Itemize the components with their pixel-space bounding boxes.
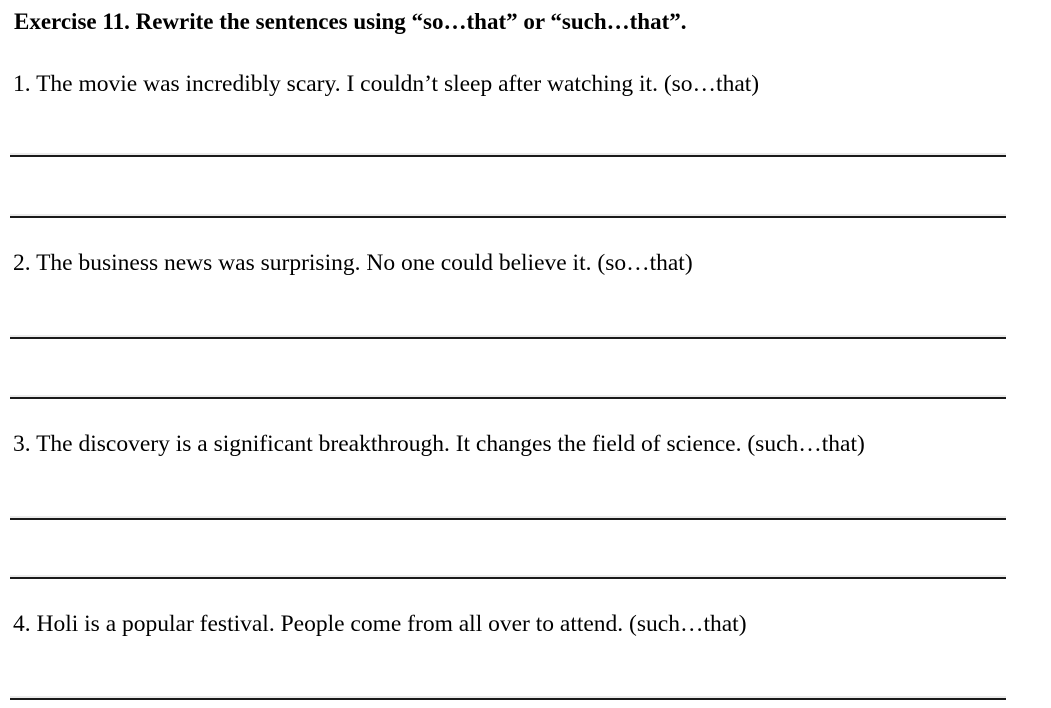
answer-line-2b (10, 397, 1006, 399)
exercise-item-2: 2. The business news was surprising. No one could believe it. (so…that) (13, 250, 693, 276)
answer-line-2a (10, 337, 1006, 339)
answer-line-4a (10, 698, 1006, 700)
answer-line-3a (10, 518, 1006, 520)
exercise-item-3: 3. The discovery is a significant breakthrough. It changes the field of science. (such…that) (13, 431, 865, 457)
exercise-title: Exercise 11. Rewrite the sentences using “so…that” or “such…that”. (14, 9, 687, 34)
answer-line-3b (10, 577, 1006, 579)
answer-line-1b (10, 216, 1006, 218)
exercise-item-4: 4. Holi is a popular festival. People come from all over to attend. (such…that) (13, 611, 747, 637)
answer-line-1a (10, 155, 1006, 157)
exercise-item-1: 1. The movie was incredibly scary. I couldn’t sleep after watching it. (so…that) (13, 71, 760, 97)
